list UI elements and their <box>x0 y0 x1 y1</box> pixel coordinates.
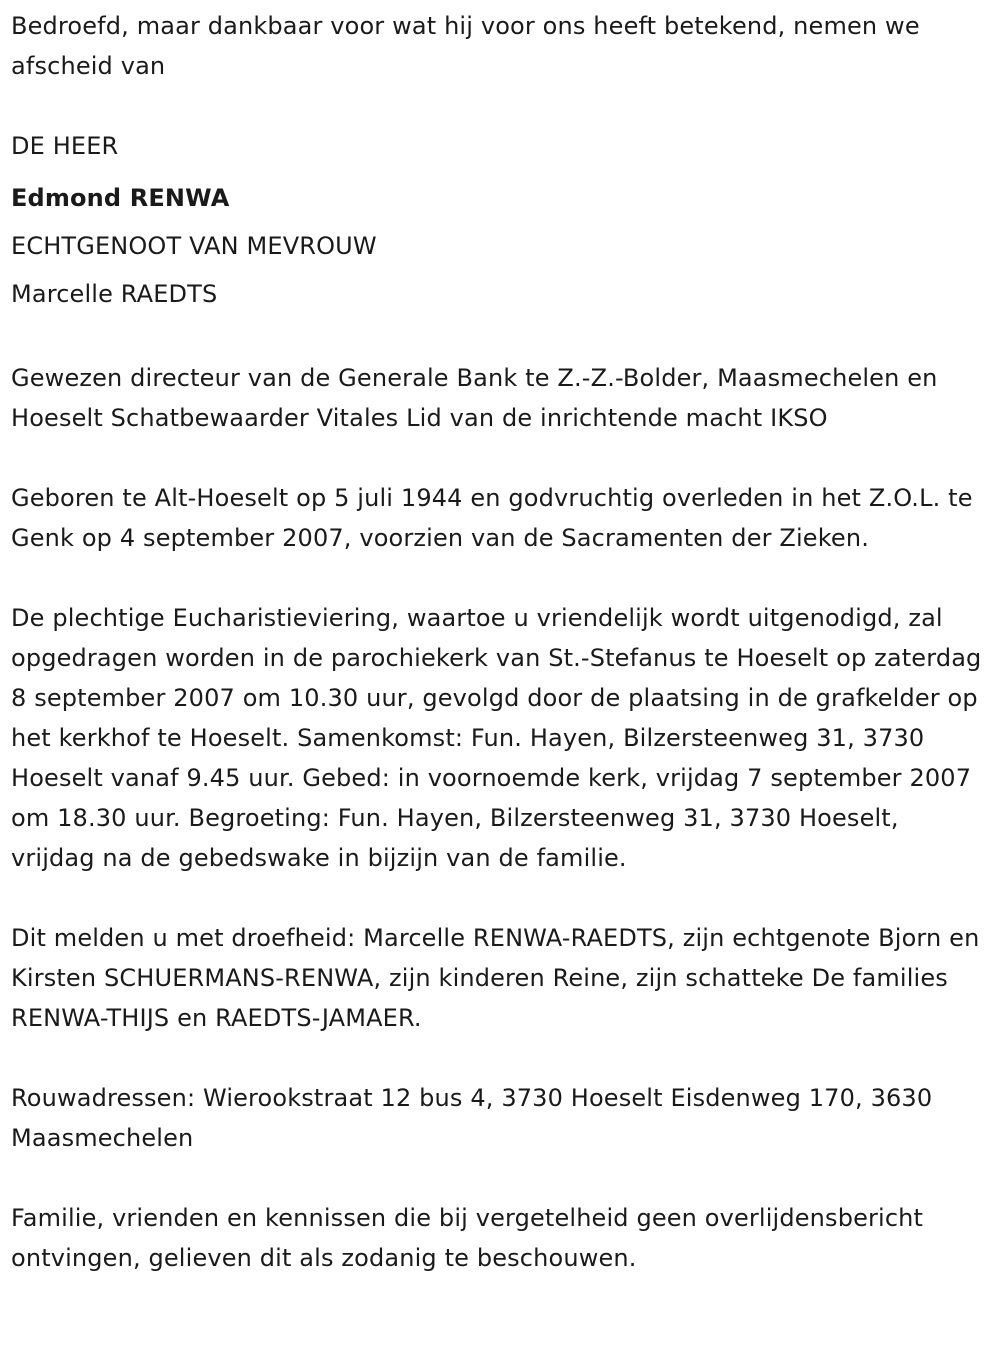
spouse-label: ECHTGENOOT VAN MEVROUW <box>11 232 377 260</box>
honorific: DE HEER <box>11 132 119 160</box>
spouse-name: Marcelle RAEDTS <box>11 280 218 308</box>
deceased-name: Edmond RENWA <box>11 184 230 212</box>
family-paragraph: Dit melden u met droefheid: Marcelle RENWA-RAEDTS, zijn echtgenote Bjorn en Kirsten SCHUERMANS-RENWA, zijn kinderen Reine, zijn schatteke De families RENWA-THIJS en RAEDTS-JAMAER. <box>11 924 980 1032</box>
career-paragraph: Gewezen directeur van de Generale Bank te Z.-Z.-Bolder, Maasmechelen en Hoeselt Schatbewaarder Vitales Lid van de inrichtende macht IKSO <box>11 364 938 432</box>
addresses-paragraph: Rouwadressen: Wierookstraat 12 bus 4, 3730 Hoeselt Eisdenweg 170, 3630 Maasmechelen <box>11 1084 933 1152</box>
birth-death-paragraph: Geboren te Alt-Hoeselt op 5 juli 1944 en godvruchtig overleden in het Z.O.L. te Genk op 4 september 2007, voorzien van de Sacramenten der Zieken. <box>11 484 973 552</box>
closing-paragraph: Familie, vrienden en kennissen die bij vergetelheid geen overlijdensbericht ontvingen, gelieven dit als zodanig te beschouwen. <box>11 1204 924 1272</box>
ceremony-paragraph: De plechtige Eucharistieviering, waartoe u vriendelijk wordt uitgenodigd, zal opgedragen worden in de parochiekerk van St.-Stefanus te Hoeselt op zaterdag 8 september 2007 om 10.30 uur, gevolgd door de plaatsing in de grafkelder op het kerkhof te Hoeselt. Samenkomst: Fun. Hayen, Bilzersteenweg 31, 3730 Hoeselt vanaf 9.45 uur. Gebed: in voornoemde kerk, vrijdag 7 september 2007 om 18.30 uur. Begroeting: Fun. Hayen, Bilzersteenweg 31, 3730 Hoeselt, vrijdag na de gebedswake in bijzijn van de familie. <box>11 604 982 872</box>
intro-paragraph: Bedroefd, maar dankbaar voor wat hij voor ons heeft betekend, nemen we afscheid van <box>11 12 920 80</box>
deceased-title-block <box>11 126 990 318</box>
